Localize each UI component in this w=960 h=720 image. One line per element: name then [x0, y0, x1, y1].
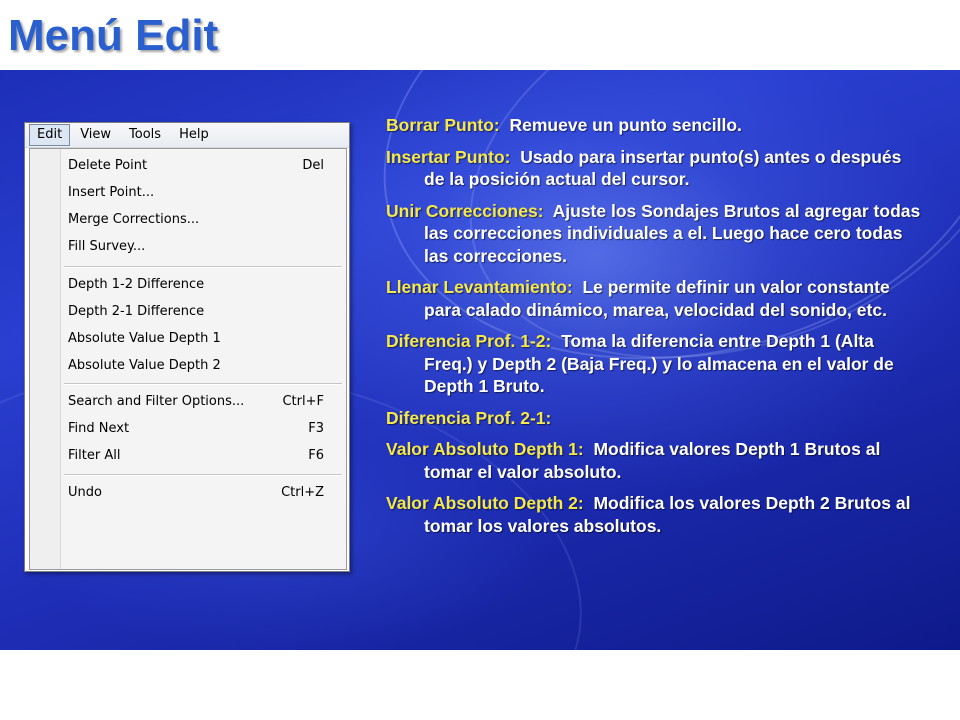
menu-item-shortcut: F6: [308, 448, 324, 463]
menu-item-insert-point[interactable]: [68, 180, 324, 206]
menubar-edit[interactable]: Edit: [29, 124, 70, 146]
definition-valor-absoluto-depth-2: [386, 492, 926, 537]
menu-item-fill-survey[interactable]: [68, 234, 324, 260]
menu-separator: [64, 266, 342, 268]
menu-item-label: Search and Filter Options...: [68, 394, 245, 409]
definition-term: Insertar Punto:: [386, 146, 511, 167]
definition-text: Remueve un punto sencillo.: [509, 115, 742, 135]
menu-separator: [64, 474, 342, 476]
menu-item-label: Find Next: [68, 421, 130, 436]
definition-insertar-punto: [386, 146, 926, 191]
menu-item-shortcut: Del: [302, 158, 324, 173]
menu-item-undo[interactable]: [68, 480, 324, 506]
definition-text: Le permite definir un valor constante para calado dinámico, marea, velocidad del sonido, etc.: [424, 277, 890, 320]
definition-valor-absoluto-depth-1: [386, 438, 926, 483]
definition-diferencia-prof-2-1: [386, 407, 926, 430]
menu-item-label: Insert Point...: [68, 185, 155, 200]
definition-term: Valor Absoluto Depth 2:: [386, 493, 584, 513]
edit-menu-screenshot: [24, 122, 350, 572]
menu-item-shortcut: Ctrl+Z: [281, 485, 324, 500]
definition-borrar-punto: [386, 114, 926, 137]
menu-item-label: Absolute Value Depth 2: [68, 358, 221, 373]
definitions-list: [386, 114, 926, 546]
menu-item-shortcut: F3: [308, 421, 324, 436]
slide-title: Menú Edit: [8, 11, 219, 60]
menubar-tools[interactable]: Tools: [129, 127, 162, 142]
definition-term: Unir Correcciones:: [386, 200, 544, 221]
slide-background: [0, 70, 960, 650]
menu-item-label: Fill Survey...: [68, 239, 146, 254]
menu-item-delete-point[interactable]: [68, 153, 324, 179]
menu-item-label: Merge Corrections...: [68, 212, 200, 227]
menu-item-label: Filter All: [68, 448, 121, 463]
definition-unir-correcciones: [386, 200, 926, 268]
definition-text: Ajuste los Sondajes Brutos al agregar todas las correcciones individuales a el. Luego hace cero todas las correcciones.: [424, 200, 921, 266]
menu-item-depth-1-2-difference[interactable]: [68, 272, 324, 298]
definition-term: Diferencia Prof. 2-1:: [386, 407, 552, 428]
menu-item-absolute-value-depth-1[interactable]: [68, 326, 324, 352]
menu-item-label: Absolute Value Depth 1: [68, 331, 221, 346]
menu-item-filter-all[interactable]: [68, 443, 324, 469]
definition-llenar-levantamiento: [386, 276, 926, 321]
definition-term: Borrar Punto:: [386, 115, 500, 135]
menu-item-find-next[interactable]: [68, 416, 324, 442]
definition-term: Valor Absoluto Depth 1:: [386, 439, 584, 459]
definition-text: Modifica valores Depth 1 Brutos al tomar el valor absoluto.: [424, 439, 881, 482]
definition-term: Llenar Levantamiento:: [386, 277, 573, 297]
menubar-view[interactable]: View: [80, 127, 112, 142]
menu-item-label: Depth 2-1 Difference: [68, 304, 205, 319]
menubar: [25, 123, 349, 148]
menu-item-shortcut: Ctrl+F: [282, 394, 324, 409]
definition-diferencia-prof-1-2: [386, 330, 926, 398]
menubar-help[interactable]: Help: [179, 127, 209, 142]
menu-separator: [64, 383, 342, 385]
menu-item-merge-corrections[interactable]: [68, 207, 324, 233]
definition-text: Usado para insertar punto(s) antes o después de la posición actual del cursor.: [424, 146, 902, 189]
menu-item-search-filter-options[interactable]: [68, 389, 324, 415]
definition-text: Toma la diferencia entre Depth 1 (Alta Freq.) y Depth 2 (Baja Freq.) y lo almacena en el valor de Depth 1 Bruto.: [424, 331, 894, 396]
definition-text: Modifica los valores Depth 2 Brutos al tomar los valores absolutos.: [424, 493, 911, 536]
menu-item-depth-2-1-difference[interactable]: [68, 299, 324, 325]
menu-item-absolute-value-depth-2[interactable]: [68, 353, 324, 379]
menu-item-label: Depth 1-2 Difference: [68, 277, 205, 292]
menu-icon-gutter: [30, 149, 61, 569]
definition-term: Diferencia Prof. 1-2:: [386, 331, 552, 351]
menu-item-label: Undo: [68, 485, 102, 500]
menu-item-label: Delete Point: [68, 158, 148, 173]
edit-dropdown: [29, 148, 347, 570]
